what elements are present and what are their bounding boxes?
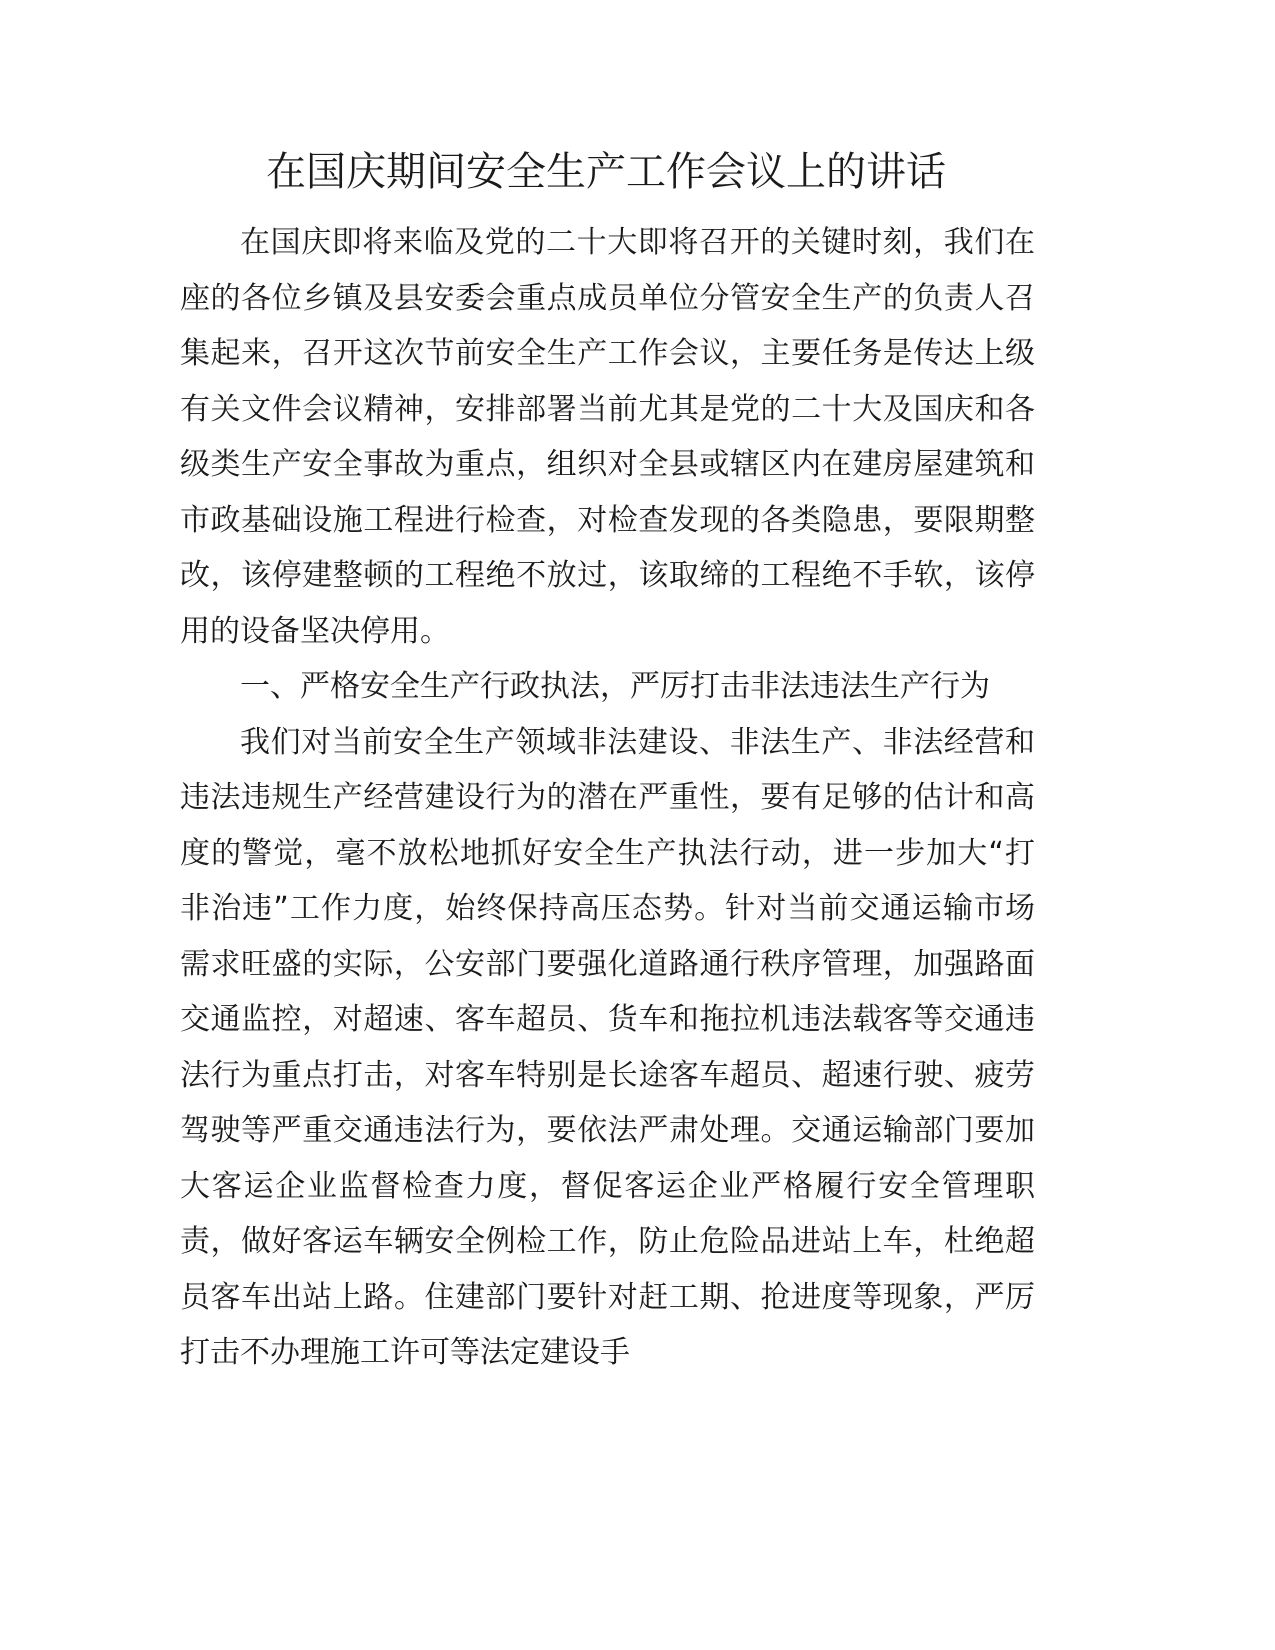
paragraph-section-1: 我们对当前安全生产领域非法建设、非法生产、非法经营和违法违规生产经营建设行为的潜在严重性，要有足够的估计和高度的警觉，毫不放松地抓好安全生产执法行动，进一步加大“打非治违”工作力度，始终保持高压态势。针对当前交通运输市场需求旺盛的实际，公安部门要强化道路通行秩序管理，加强路面交通监控，对超速、客车超员、货车和拖拉机违法载客等交通违法行为重点打击，对客车特别是长途客车超员、超速行驶、疲劳驾驶等严重交通违法行为，要依法严肃处理。交通运输部门要加大客运企业监督检查力度，督促客运企业严格履行安全管理职责，做好客运车辆安全例检工作，防止危险品进站上车，杜绝超员客车出站上路。住建部门要针对赶工期、抢进度等现象，严厉打击不办理施工许可等法定建设手: [180, 724, 1035, 1370]
document-title: 在国庆期间安全生产工作会议上的讲话: [266, 149, 946, 195]
document-body: [180, 215, 1035, 1381]
section-heading-1: 一、严格安全生产行政执法，严厉打击非法违法生产行为: [240, 669, 990, 704]
paragraph-intro: 在国庆即将来临及党的二十大即将召开的关键时刻，我们在座的各位乡镇及县安委会重点成员单位分管安全生产的负责人召集起来，召开这次节前安全生产工作会议，主要任务是传达上级有关文件会议精神，安排部署当前尤其是党的二十大及国庆和各级类生产安全事故为重点，组织对全县或辖区内在建房屋建筑和市政基础设施工程进行检查，对检查发现的各类隐患，要限期整改，该停建整顿的工程绝不放过，该取缔的工程绝不手软，该停用的设备坚决停用。: [180, 225, 1035, 649]
